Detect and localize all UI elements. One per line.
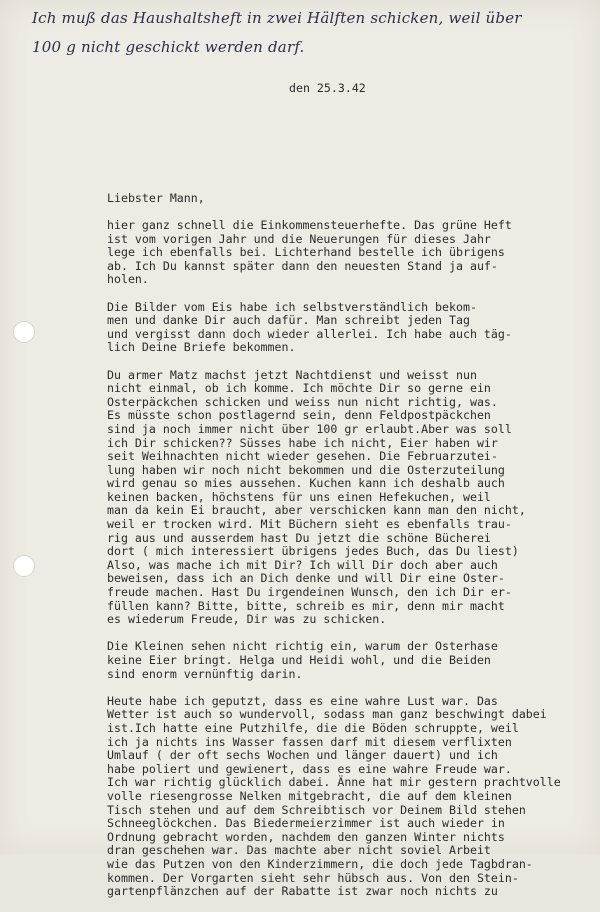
letter-line: ab. Ich Du kannst später dann den neuesten Stand ja auf- [107, 258, 498, 273]
letter-line: beweisen, dass ich an Dich denke und will Dir eine Oster- [107, 571, 505, 586]
letter-line: ist vom vorigen Jahr und die Neuerungen für dieses Jahr [107, 231, 491, 246]
letter-line: Also, was mache ich mit Dir? Ich will Dir doch aber auch [107, 557, 498, 572]
letter-line: volle riesengrosse Nelken mitgebracht, die auf dem kleinen [107, 788, 512, 803]
letter-paragraph [107, 369, 577, 627]
letter-line: Wetter ist auch so wundervoll, sodass man ganz beschwingt dabei [107, 707, 547, 722]
letter-line: holen. [107, 272, 149, 287]
letter-line: Heute habe ich geputzt, dass es eine wahre Lust war. Das [107, 693, 498, 708]
punch-hole-bottom [13, 555, 35, 577]
letter-line: ich Dir schicken?? Süsses habe ich nicht, Eier haben wir [107, 435, 498, 450]
letter-line: lung haben wir noch nicht bekommen und die Osterzuteilung [107, 462, 505, 477]
letter-date: den 25.3.42 [289, 81, 366, 95]
letter-body [107, 219, 577, 912]
letter-line: keine Eier bringt. Helga und Heidi wohl, und die Beiden [107, 653, 491, 667]
letter-paragraph [107, 301, 577, 355]
letter-line: dort ( mich interessiert übrigens jedes Buch, das Du liest) [107, 544, 519, 559]
letter-line: und vergisst dann doch wieder allerlei. Ich habe auch täg- [107, 326, 512, 341]
salutation: Liebster Mann, [107, 191, 205, 205]
letter-line: Es müsste schon postlagernd sein, denn Feldpostpäckchen [107, 408, 491, 423]
letter-line: Osterpäckchen schicken und weiss nun nicht richtig, was. [107, 394, 498, 409]
letter-line: Die Bilder vom Eis habe ich selbstverständlich bekom- [107, 299, 477, 314]
letter-paragraph [107, 219, 577, 287]
letter-line: seit Weihnachten nicht wieder gesehen. Die Februarzutei- [107, 449, 498, 464]
letter-line: keinen backen, höchstens für uns einen Hefekuchen, weil [107, 489, 491, 504]
letter-line: lege ich ebenfalls bei. Lichterhand bestelle ich übrigens [107, 245, 505, 260]
letter-line: rig aus und ausserdem hast Du jetzt die schöne Bücherei [107, 530, 491, 545]
letter-line: es wiederum Freude, Dir was zu schicken. [107, 612, 387, 627]
letter-line: hier ganz schnell die Einkommensteuerhefte. Das grüne Heft [107, 218, 512, 232]
letter-line: freude machen. Hast Du irgendeinen Wunsch, den ich Dir er- [107, 585, 512, 600]
letter-paragraph [107, 640, 577, 681]
handwritten-line: Ich muß das Haushaltsheft in zwei Hälften schicken, weil über [32, 9, 522, 27]
letter-line: ist.Ich hatte eine Putzhilfe, die die Böden schruppte, weil [107, 720, 519, 735]
handwritten-note [32, 4, 592, 62]
letter-line: Tisch stehen und auf dem Schreibtisch vor Deinem Bild stehen [107, 802, 526, 817]
letter-line: füllen kann? Bitte, bitte, schreib es mir, denn mir macht [107, 598, 505, 613]
letter-line: dran geschehen war. Das machte aber nicht soviel Arbeit [107, 843, 491, 858]
letter-line: Schneeglöckchen. Das Biedermeierzimmer ist auch wieder in [107, 816, 505, 831]
letter-line: kommen. Der Vorgarten sieht sehr hübsch aus. Von den Stein- [107, 870, 519, 885]
letter-line: men und danke Dir auch dafür. Man schreibt jeden Tag [107, 313, 470, 328]
letter-line: ich ja nichts ins Wasser fassen darf mit diesem verflixten [107, 734, 512, 749]
punch-hole-top [13, 321, 35, 343]
letter-line: gartenpflänzchen auf der Rabatte ist zwar noch nichts zu [107, 884, 498, 899]
letter-line: nicht einmal, ob ich komme. Ich möchte Dir so gerne ein [107, 381, 491, 396]
letter-line: wie das Putzen von den Kinderzimmern, die doch jede Tagbdran- [107, 856, 533, 871]
letter-line: wird genau so mies aussehen. Kuchen kann ich deshalb auch [107, 476, 505, 491]
letter-line: sind ja noch immer nicht über 100 gr erlaubt.Aber was soll [107, 421, 512, 436]
letter-paragraph [107, 695, 577, 899]
letter-line: Umlauf ( der oft sechs Wochen und länger dauert) und ich [107, 748, 498, 763]
letter-line: sind enorm vernünftig darin. [107, 666, 303, 681]
letter-line: lich Deine Briefe bekommen. [107, 340, 296, 355]
letter-line: habe poliert und gewienert, dass es eine wahre Freude war. [107, 761, 512, 776]
letter-line: Ordnung gebracht worden, nachdem den ganzen Winter nichts [107, 829, 505, 844]
letter-line: Die Kleinen sehen nicht richtig ein, warum der Osterhase [107, 639, 498, 654]
letter-line: Du armer Matz machst jetzt Nachtdienst und weisst nun [107, 367, 477, 382]
handwritten-line: 100 g nicht geschickt werden darf. [32, 38, 305, 56]
letter-line: man da kein Ei braucht, aber verschicken kann man den nicht, [107, 503, 526, 518]
letter-line: Ich war richtig glücklich dabei. Änne hat mir gestern prachtvolle [107, 775, 561, 790]
letter-line: weil er trocken wird. Mit Büchern sieht es ebenfalls trau- [107, 517, 512, 532]
